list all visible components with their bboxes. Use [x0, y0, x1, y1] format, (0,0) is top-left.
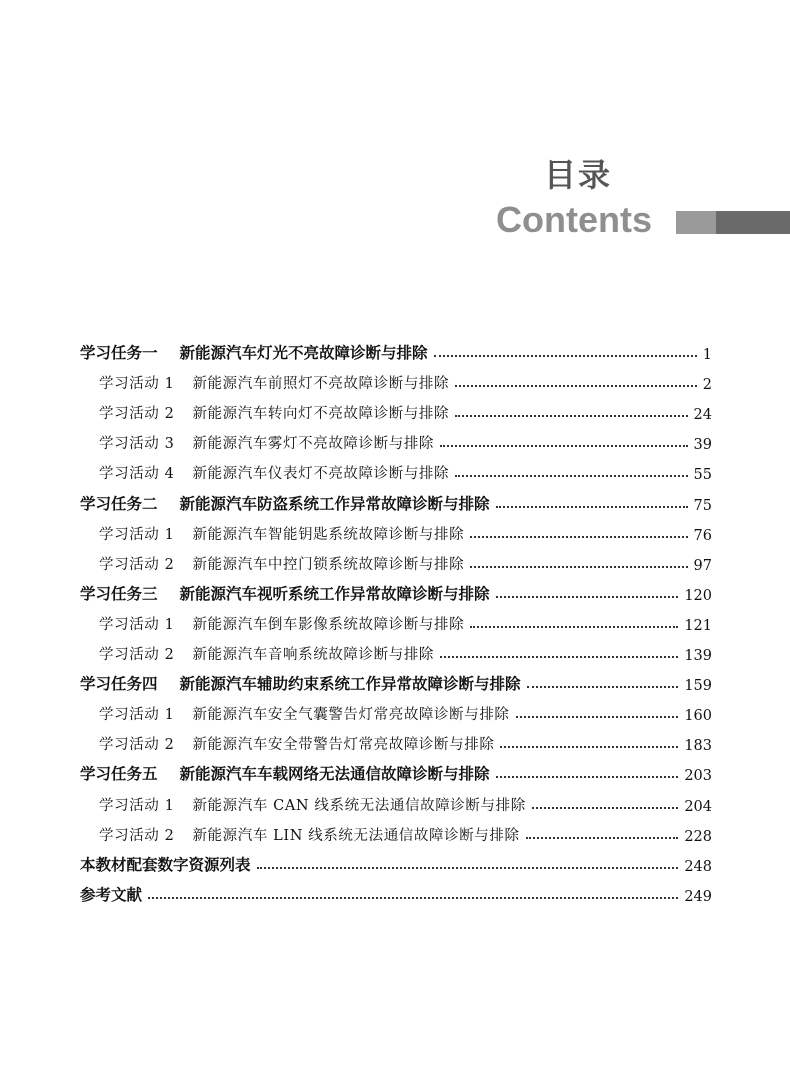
- toc-entry-title: 新能源汽车车载网络无法通信故障诊断与排除: [179, 764, 490, 784]
- toc-entry-title: 新能源汽车辅助约束系统工作异常故障诊断与排除: [179, 674, 521, 694]
- dot-leader: [440, 656, 678, 658]
- toc-entry-page-number: 39: [693, 437, 712, 454]
- dot-leader: [496, 776, 679, 778]
- toc-entry-page-number: 139: [684, 648, 712, 665]
- toc-entry-page-number: 2: [702, 377, 712, 394]
- dot-leader: [532, 807, 679, 809]
- toc-entry-title: 新能源汽车安全气囊警告灯常亮故障诊断与排除: [192, 707, 510, 724]
- dot-leader: [516, 716, 679, 718]
- dot-leader: [470, 626, 678, 628]
- dot-leader: [470, 566, 687, 568]
- dot-leader: [257, 867, 679, 869]
- table-of-contents: [80, 337, 712, 909]
- toc-activity-entry[interactable]: [80, 728, 712, 758]
- toc-entry-page-number: 120: [684, 587, 712, 604]
- toc-entry-title: 新能源汽车灯光不亮故障诊断与排除: [179, 343, 428, 363]
- toc-entry-title: 新能源汽车 CAN 线系统无法通信故障诊断与排除: [192, 797, 526, 814]
- dot-leader: [470, 536, 687, 538]
- toc-entry-page-number: 159: [684, 678, 712, 695]
- toc-entry-title: 新能源汽车仪表灯不亮故障诊断与排除: [192, 466, 450, 483]
- dot-leader: [434, 355, 697, 357]
- toc-entry-title: 本教材配套数字资源列表: [80, 854, 251, 874]
- toc-entry-label: 学习任务三: [80, 583, 158, 603]
- toc-activity-entry[interactable]: [80, 518, 712, 548]
- toc-entry-page-number: 204: [684, 798, 712, 815]
- toc-entry-title: 参考文献: [80, 884, 143, 904]
- toc-entry-page-number: 228: [684, 828, 712, 845]
- dot-leader: [500, 746, 678, 748]
- toc-entry-title: 新能源汽车中控门锁系统故障诊断与排除: [192, 556, 465, 573]
- toc-activity-entry[interactable]: [80, 427, 712, 457]
- toc-task-entry[interactable]: [80, 758, 712, 788]
- toc-entry-label: 学习任务二: [80, 493, 158, 513]
- toc-entry-label: 学习活动 3: [99, 436, 175, 453]
- toc-entry-title: 新能源汽车视听系统工作异常故障诊断与排除: [179, 583, 490, 603]
- toc-entry-label: 学习活动 2: [99, 406, 175, 423]
- toc-entry-label: 学习活动 2: [99, 827, 175, 844]
- toc-entry-page-number: 55: [693, 467, 712, 484]
- toc-entry-label: 学习活动 1: [99, 797, 175, 814]
- toc-entry-title: 新能源汽车智能钥匙系统故障诊断与排除: [192, 526, 465, 543]
- toc-entry-page-number: 203: [684, 768, 712, 785]
- toc-entry-title: 新能源汽车防盗系统工作异常故障诊断与排除: [179, 493, 490, 513]
- toc-entry-page-number: 249: [684, 888, 712, 905]
- toc-entry-label: 学习活动 1: [99, 376, 175, 393]
- dot-leader: [526, 837, 679, 839]
- toc-entry-page-number: 76: [693, 527, 712, 544]
- toc-entry-page-number: 160: [684, 708, 712, 725]
- toc-entry-page-number: 97: [693, 557, 712, 574]
- toc-entry-title: 新能源汽车音响系统故障诊断与排除: [192, 647, 435, 664]
- page-title: 目录: [543, 156, 612, 194]
- toc-entry-label: 学习活动 1: [99, 616, 175, 633]
- toc-entry-label: 学习活动 2: [99, 556, 175, 573]
- toc-entry-page-number: 1: [702, 347, 712, 364]
- toc-task-entry[interactable]: [80, 668, 712, 698]
- dot-leader: [496, 506, 688, 508]
- toc-activity-entry[interactable]: [80, 819, 712, 849]
- toc-activity-entry[interactable]: [80, 788, 712, 818]
- decorative-bar: [676, 211, 790, 234]
- toc-activity-entry[interactable]: [80, 638, 712, 668]
- toc-activity-entry[interactable]: [80, 608, 712, 638]
- toc-activity-entry[interactable]: [80, 397, 712, 427]
- toc-task-entry[interactable]: [80, 879, 712, 909]
- toc-entry-label: 学习活动 4: [99, 466, 175, 483]
- toc-entry-title: 新能源汽车安全带警告灯常亮故障诊断与排除: [192, 737, 495, 754]
- dot-leader: [455, 415, 687, 417]
- toc-task-entry[interactable]: [80, 578, 712, 608]
- toc-entry-label: 学习任务四: [80, 674, 158, 694]
- toc-activity-entry[interactable]: [80, 698, 712, 728]
- dot-leader: [455, 385, 697, 387]
- dot-leader: [148, 897, 678, 899]
- toc-entry-title: 新能源汽车前照灯不亮故障诊断与排除: [192, 376, 450, 393]
- toc-task-entry[interactable]: [80, 487, 712, 517]
- toc-entry-label: 学习活动 1: [99, 526, 175, 543]
- toc-activity-entry[interactable]: [80, 367, 712, 397]
- toc-entry-label: 学习活动 2: [99, 737, 175, 754]
- toc-entry-page-number: 24: [693, 407, 712, 424]
- toc-entry-title: 新能源汽车倒车影像系统故障诊断与排除: [192, 616, 465, 633]
- toc-entry-page-number: 75: [693, 497, 712, 514]
- toc-entry-label: 学习任务一: [80, 343, 158, 363]
- toc-entry-title: 新能源汽车 LIN 线系统无法通信故障诊断与排除: [192, 827, 520, 844]
- page-subtitle: Contents: [496, 199, 652, 240]
- toc-activity-entry[interactable]: [80, 457, 712, 487]
- toc-entry-label: 学习活动 2: [99, 647, 175, 664]
- toc-activity-entry[interactable]: [80, 548, 712, 578]
- toc-entry-label: 学习活动 1: [99, 707, 175, 724]
- toc-entry-page-number: 121: [684, 617, 712, 634]
- toc-task-entry[interactable]: [80, 337, 712, 367]
- toc-entry-title: 新能源汽车转向灯不亮故障诊断与排除: [192, 406, 450, 423]
- dot-leader: [455, 475, 687, 477]
- toc-task-entry[interactable]: [80, 849, 712, 879]
- toc-entry-label: 学习任务五: [80, 764, 158, 784]
- toc-entry-title: 新能源汽车雾灯不亮故障诊断与排除: [192, 436, 435, 453]
- dot-leader: [440, 445, 688, 447]
- toc-entry-page-number: 248: [684, 858, 712, 875]
- dot-leader: [496, 596, 679, 598]
- toc-entry-page-number: 183: [684, 738, 712, 755]
- dot-leader: [527, 686, 679, 688]
